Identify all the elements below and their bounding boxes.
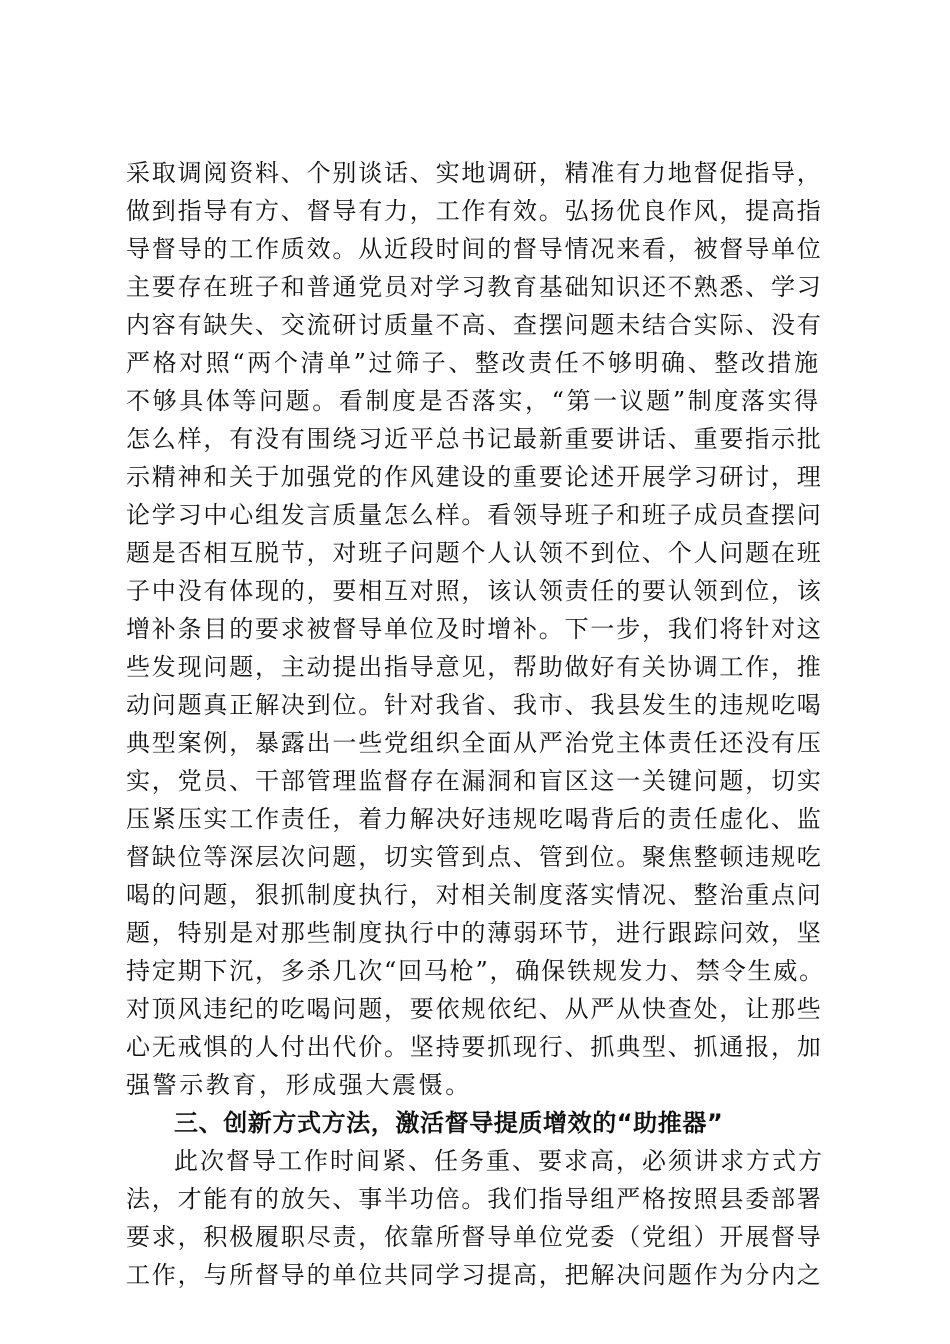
text-line: 要求，积极履职尽责，依靠所督导单位党委（党组）开展督导 (126, 1223, 823, 1251)
text-line: 工作，与所督导的单位共同学习提高，把解决问题作为分内之 (126, 1261, 823, 1289)
text-line: 心无戒惧的人付出代价。坚持要抓现行、抓典型、抓通报，加 (126, 1033, 823, 1061)
text-line: 不够具体等问题。看制度是否落实，“第一议题”制度落实得 (126, 387, 821, 415)
text-line: 法，才能有的放矢、事半功倍。我们指导组严格按照县委部署 (126, 1185, 823, 1213)
text-line: 强警示教育，形成强大震慑。 (126, 1071, 472, 1099)
text-line: 动问题真正解决到位。针对我省、我市、我县发生的违规吃喝 (126, 691, 823, 719)
text-line: 导督导的工作质效。从近段时间的督导情况来看，被督导单位 (126, 235, 823, 263)
section-heading: 三、创新方式方法，激活督导提质增效的“助推器” (174, 1109, 724, 1137)
text-line: 喝的问题，狠抓制度执行，对相关制度落实情况、整治重点问 (126, 881, 823, 909)
text-line: 对顶风违纪的吃喝问题，要依规依纪、从严从快查处，让那些 (126, 995, 823, 1023)
text-line: 严格对照“两个清单”过筛子、整改责任不够明确、整改措施 (126, 349, 821, 377)
text-line: 示精神和关于加强党的作风建设的重要论述开展学习研讨，理 (126, 463, 823, 491)
text-line: 题，特别是对那些制度执行中的薄弱环节，进行跟踪问效，坚 (126, 919, 823, 947)
text-line: 主要存在班子和普通党员对学习教育基础知识还不熟悉、学习 (126, 273, 823, 301)
text-line: 题是否相互脱节，对班子问题个人认领不到位、个人问题在班 (126, 539, 823, 567)
text-line: 论学习中心组发言质量怎么样。看领导班子和班子成员查摆问 (126, 501, 823, 529)
text-line: 内容有缺失、交流研讨质量不高、查摆问题未结合实际、没有 (126, 311, 823, 339)
text-line: 实，党员、干部管理监督存在漏洞和盲区这一关键问题，切实 (126, 767, 823, 795)
text-line: 典型案例，暴露出一些党组织全面从严治党主体责任还没有压 (126, 729, 823, 757)
text-line: 持定期下沉，多杀几次“回马枪”，确保铁规发力、禁令生威。 (126, 957, 825, 985)
text-line: 做到指导有方、督导有力，工作有效。弘扬优良作风，提高指 (126, 197, 823, 225)
text-line: 增补条目的要求被督导单位及时增补。下一步，我们将针对这 (126, 615, 823, 643)
text-line: 此次督导工作时间紧、任务重、要求高，必须讲求方式方 (174, 1147, 824, 1175)
text-line: 采取调阅资料、个别谈话、实地调研，精准有力地督促指导， (126, 159, 823, 187)
text-line: 怎么样，有没有围绕习近平总书记最新重要讲话、重要指示批 (126, 425, 823, 453)
text-line: 督缺位等深层次问题，切实管到点、管到位。聚焦整顿违规吃 (126, 843, 823, 871)
text-line: 压紧压实工作责任，着力解决好违规吃喝背后的责任虚化、监 (126, 805, 823, 833)
text-line: 些发现问题，主动提出指导意见，帮助做好有关协调工作，推 (126, 653, 823, 681)
text-line: 子中没有体现的，要相互对照，该认领责任的要认领到位，该 (126, 577, 823, 605)
